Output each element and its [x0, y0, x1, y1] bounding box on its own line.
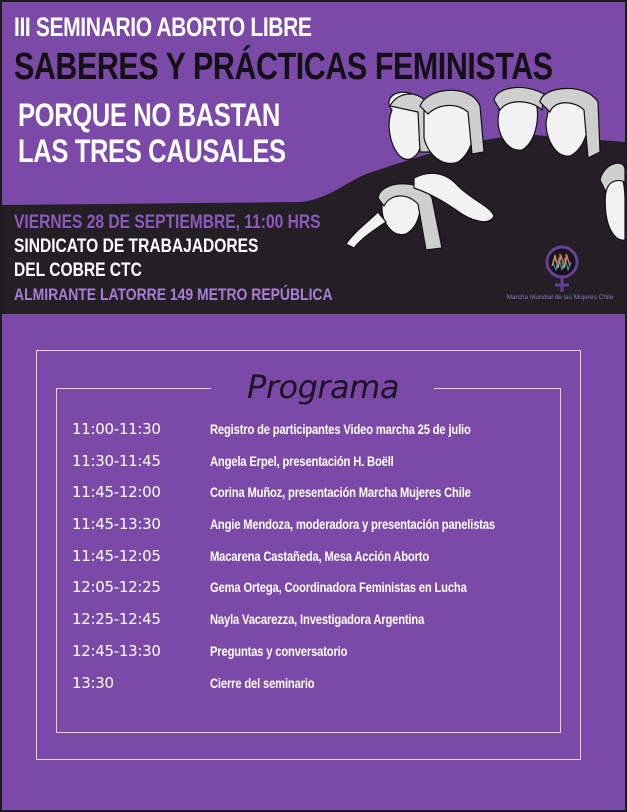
- subtitle-line-1: PORQUE NO BASTAN: [18, 97, 280, 133]
- schedule-time: 12:25-12:45: [72, 610, 161, 629]
- program-title: Programa: [247, 368, 399, 406]
- schedule-description: Registro de participantes Video marcha 25 de julio: [210, 421, 471, 437]
- schedule-description: Cierre del seminario: [210, 674, 315, 691]
- venue-line-1: SINDICATO DE TRABAJADORES: [14, 236, 259, 257]
- schedule-row: [72, 610, 562, 642]
- schedule-description: Angie Mendoza, moderadora y presentación panelistas: [210, 516, 495, 533]
- subtitle-line-2: LAS TRES CAUSALES: [18, 133, 286, 169]
- schedule-time: 11:45-12:00: [72, 483, 161, 502]
- schedule-description: Gema Ortega, Coordinadora Feministas en Lucha: [210, 579, 467, 596]
- schedule-time: 12:05-12:25: [72, 578, 161, 597]
- schedule-description: Corina Muñoz, presentación Marcha Mujeres Chile: [210, 484, 471, 501]
- schedule-row: [72, 483, 562, 515]
- event-date-time: VIERNES 28 DE SEPTIEMBRE, 11:00 HRS: [14, 212, 321, 233]
- edition-line: III SEMINARIO ABORTO LIBRE: [14, 12, 312, 42]
- schedule-row: [72, 547, 562, 579]
- schedule-row: [72, 515, 562, 547]
- frame-top-right-divider: [434, 388, 561, 389]
- schedule-time: 11:45-13:30: [72, 515, 161, 534]
- program-schedule: [72, 420, 562, 705]
- schedule-row: [72, 642, 562, 674]
- schedule-description: Preguntas y conversatorio: [210, 642, 348, 659]
- schedule-description: Angela Erpel, presentación H. Boëll: [210, 452, 394, 469]
- venus-symbol-icon: [500, 242, 620, 294]
- schedule-time: 11:45-12:05: [72, 546, 161, 565]
- subtitle: [18, 97, 286, 169]
- frame-top-left-divider: [56, 388, 211, 389]
- venue-address: ALMIRANTE LATORRE 149 METRO REPÚBLICA: [14, 285, 333, 304]
- main-title: SABERES Y PRÁCTICAS FEMINISTAS: [14, 46, 553, 88]
- schedule-row: [72, 578, 562, 610]
- schedule-row: [72, 674, 562, 706]
- organization-logo: [500, 242, 620, 312]
- schedule-time: 13:30: [72, 673, 114, 692]
- schedule-description: Macarena Castañeda, Mesa Acción Aborto: [210, 547, 430, 564]
- logo-caption: Marcha Mundial de las Mujeres Chile: [506, 294, 614, 301]
- schedule-time: 12:45-13:30: [72, 641, 161, 660]
- schedule-time: 11:30-11:45: [72, 451, 161, 470]
- schedule-row: [72, 452, 562, 484]
- venue-line-2: DEL COBRE CTC: [14, 260, 142, 281]
- schedule-time: 11:00-11:30: [72, 420, 161, 438]
- schedule-row: [72, 420, 562, 452]
- schedule-description: Nayla Vacarezza, Investigadora Argentina: [210, 611, 425, 628]
